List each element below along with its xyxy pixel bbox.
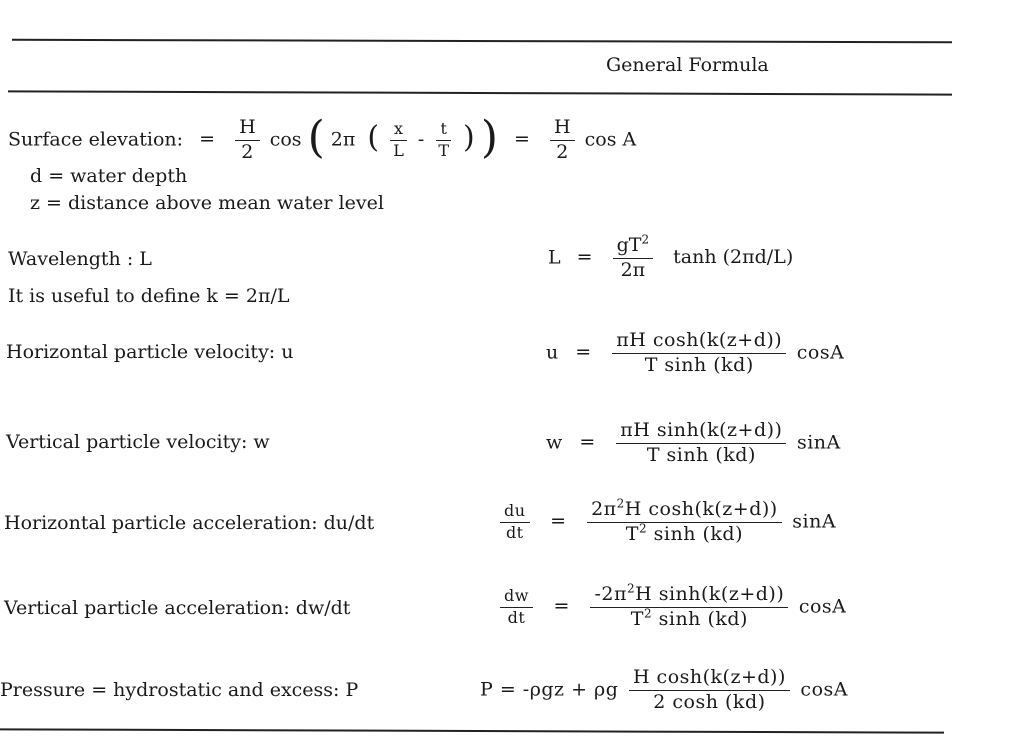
denominator-base: T bbox=[625, 522, 639, 545]
fraction-numerator: x bbox=[390, 121, 407, 141]
close-paren: ) bbox=[463, 120, 475, 156]
pressure-formula bbox=[480, 668, 848, 713]
trig-factor: cosA bbox=[796, 341, 845, 364]
fraction-numerator: du bbox=[500, 503, 530, 523]
numerator-exponent: 2 bbox=[641, 232, 650, 247]
fraction-numerator bbox=[587, 496, 782, 523]
fraction-denominator: T sinh (kd) bbox=[646, 443, 756, 466]
vertical-acceleration-label: Vertical particle acceleration: dw/dt bbox=[4, 597, 351, 619]
trig-factor: cosA bbox=[800, 678, 848, 701]
horizontal-acceleration-formula bbox=[496, 496, 837, 545]
fraction-numerator: H bbox=[550, 118, 575, 141]
fraction-denominator: 2 bbox=[556, 140, 569, 163]
denominator-rest: sinh (kd) bbox=[652, 607, 748, 630]
numerator-rest: H cosh(k(z+d)) bbox=[624, 498, 778, 520]
h-over-2-fraction bbox=[235, 118, 260, 163]
numerator-base: gT bbox=[616, 234, 642, 256]
acceleration-fraction bbox=[590, 581, 788, 630]
fraction-denominator: 2 cosh (kd) bbox=[653, 690, 766, 713]
cos-function: cos bbox=[269, 128, 302, 151]
fraction-numerator: H cosh(k(z+d)) bbox=[629, 668, 790, 691]
pressure-lhs: P = -ρgz + ρg bbox=[480, 678, 619, 701]
x-over-l-fraction bbox=[389, 121, 408, 160]
trig-factor: sinA bbox=[796, 431, 841, 454]
du-dt-fraction bbox=[500, 503, 530, 542]
bottom-rule bbox=[0, 728, 944, 733]
fraction-denominator: dt bbox=[507, 607, 526, 627]
fraction-numerator bbox=[590, 581, 788, 608]
header-rule bbox=[8, 90, 952, 95]
fraction-numerator: H bbox=[235, 118, 260, 141]
equals-sign: = bbox=[575, 341, 592, 364]
fraction-denominator: dt bbox=[505, 522, 524, 542]
open-paren: ( bbox=[367, 120, 380, 156]
velocity-fraction bbox=[612, 331, 786, 376]
fraction-numerator: dw bbox=[500, 588, 533, 608]
equals-sign: = bbox=[550, 510, 567, 533]
fraction-numerator: πH sinh(k(z+d)) bbox=[616, 421, 786, 444]
fraction-denominator: L bbox=[393, 140, 404, 160]
fraction-denominator: 2π bbox=[620, 258, 646, 281]
column-title: General Formula bbox=[606, 54, 769, 76]
equals-sign: = bbox=[553, 595, 570, 618]
water-depth-note: d = water depth bbox=[30, 165, 188, 187]
pressure-label: Pressure = hydrostatic and excess: P bbox=[0, 679, 359, 701]
fraction-denominator bbox=[622, 523, 747, 545]
fraction-denominator bbox=[627, 608, 752, 630]
define-k-text: It is useful to define k = 2π/L bbox=[8, 285, 290, 307]
trig-factor: cosA bbox=[798, 595, 847, 618]
horizontal-velocity-label: Horizontal particle velocity: u bbox=[6, 341, 294, 363]
wavelength-lhs: L bbox=[548, 246, 561, 269]
denominator-exponent: 2 bbox=[643, 606, 653, 621]
denominator-base: T bbox=[630, 607, 644, 630]
open-big-paren: ( bbox=[307, 112, 325, 164]
two-pi: 2π bbox=[330, 128, 356, 151]
pressure-fraction bbox=[629, 668, 790, 713]
horizontal-velocity-formula bbox=[546, 331, 844, 376]
horizontal-acceleration-label: Horizontal particle acceleration: du/dt bbox=[4, 512, 375, 534]
gt2-over-2pi-fraction bbox=[613, 232, 653, 281]
fraction-numerator: πH cosh(k(z+d)) bbox=[612, 331, 786, 354]
fraction-denominator: T bbox=[438, 140, 449, 160]
vertical-acceleration-formula bbox=[496, 581, 847, 630]
trig-factor: sinA bbox=[792, 510, 837, 533]
distance-note: z = distance above mean water level bbox=[30, 192, 384, 214]
dw-dt-fraction bbox=[500, 588, 533, 627]
equals-sign: = bbox=[579, 431, 596, 454]
top-rule bbox=[12, 39, 952, 43]
fraction-denominator: 2 bbox=[241, 140, 254, 163]
fraction-denominator: T sinh (kd) bbox=[644, 353, 754, 376]
velocity-fraction bbox=[616, 421, 786, 466]
wavelength-formula bbox=[548, 232, 794, 281]
close-big-paren: ) bbox=[480, 112, 498, 164]
equals-sign: = bbox=[514, 128, 530, 151]
equals-sign: = bbox=[199, 128, 216, 151]
numerator-coefficient: -2π bbox=[594, 583, 627, 605]
denominator-exponent: 2 bbox=[638, 521, 648, 536]
h-over-2-fraction bbox=[550, 118, 575, 163]
wavelength-label: Wavelength : L bbox=[8, 248, 152, 270]
surface-elevation-row bbox=[8, 112, 637, 164]
numerator-rest: H sinh(k(z+d)) bbox=[635, 583, 785, 605]
numerator-coefficient: 2π bbox=[591, 498, 617, 520]
equals-sign: = bbox=[576, 246, 593, 269]
fraction-numerator bbox=[613, 232, 653, 259]
fraction-numerator: t bbox=[436, 121, 450, 141]
numerator-exponent: 2 bbox=[616, 496, 625, 511]
cos-a: cos A bbox=[584, 128, 637, 151]
t-over-T-fraction bbox=[434, 121, 453, 160]
formula-lhs: w bbox=[546, 431, 563, 454]
numerator-exponent: 2 bbox=[626, 581, 636, 596]
vertical-velocity-formula bbox=[546, 421, 841, 466]
formula-lhs: u bbox=[546, 341, 559, 364]
denominator-rest: sinh (kd) bbox=[647, 522, 743, 545]
minus-sign: - bbox=[417, 128, 425, 151]
tanh-term: tanh (2πd/L) bbox=[673, 246, 794, 269]
acceleration-fraction bbox=[587, 496, 782, 545]
surface-elevation-label: Surface elevation: bbox=[8, 128, 184, 151]
vertical-velocity-label: Vertical particle velocity: w bbox=[6, 431, 270, 453]
